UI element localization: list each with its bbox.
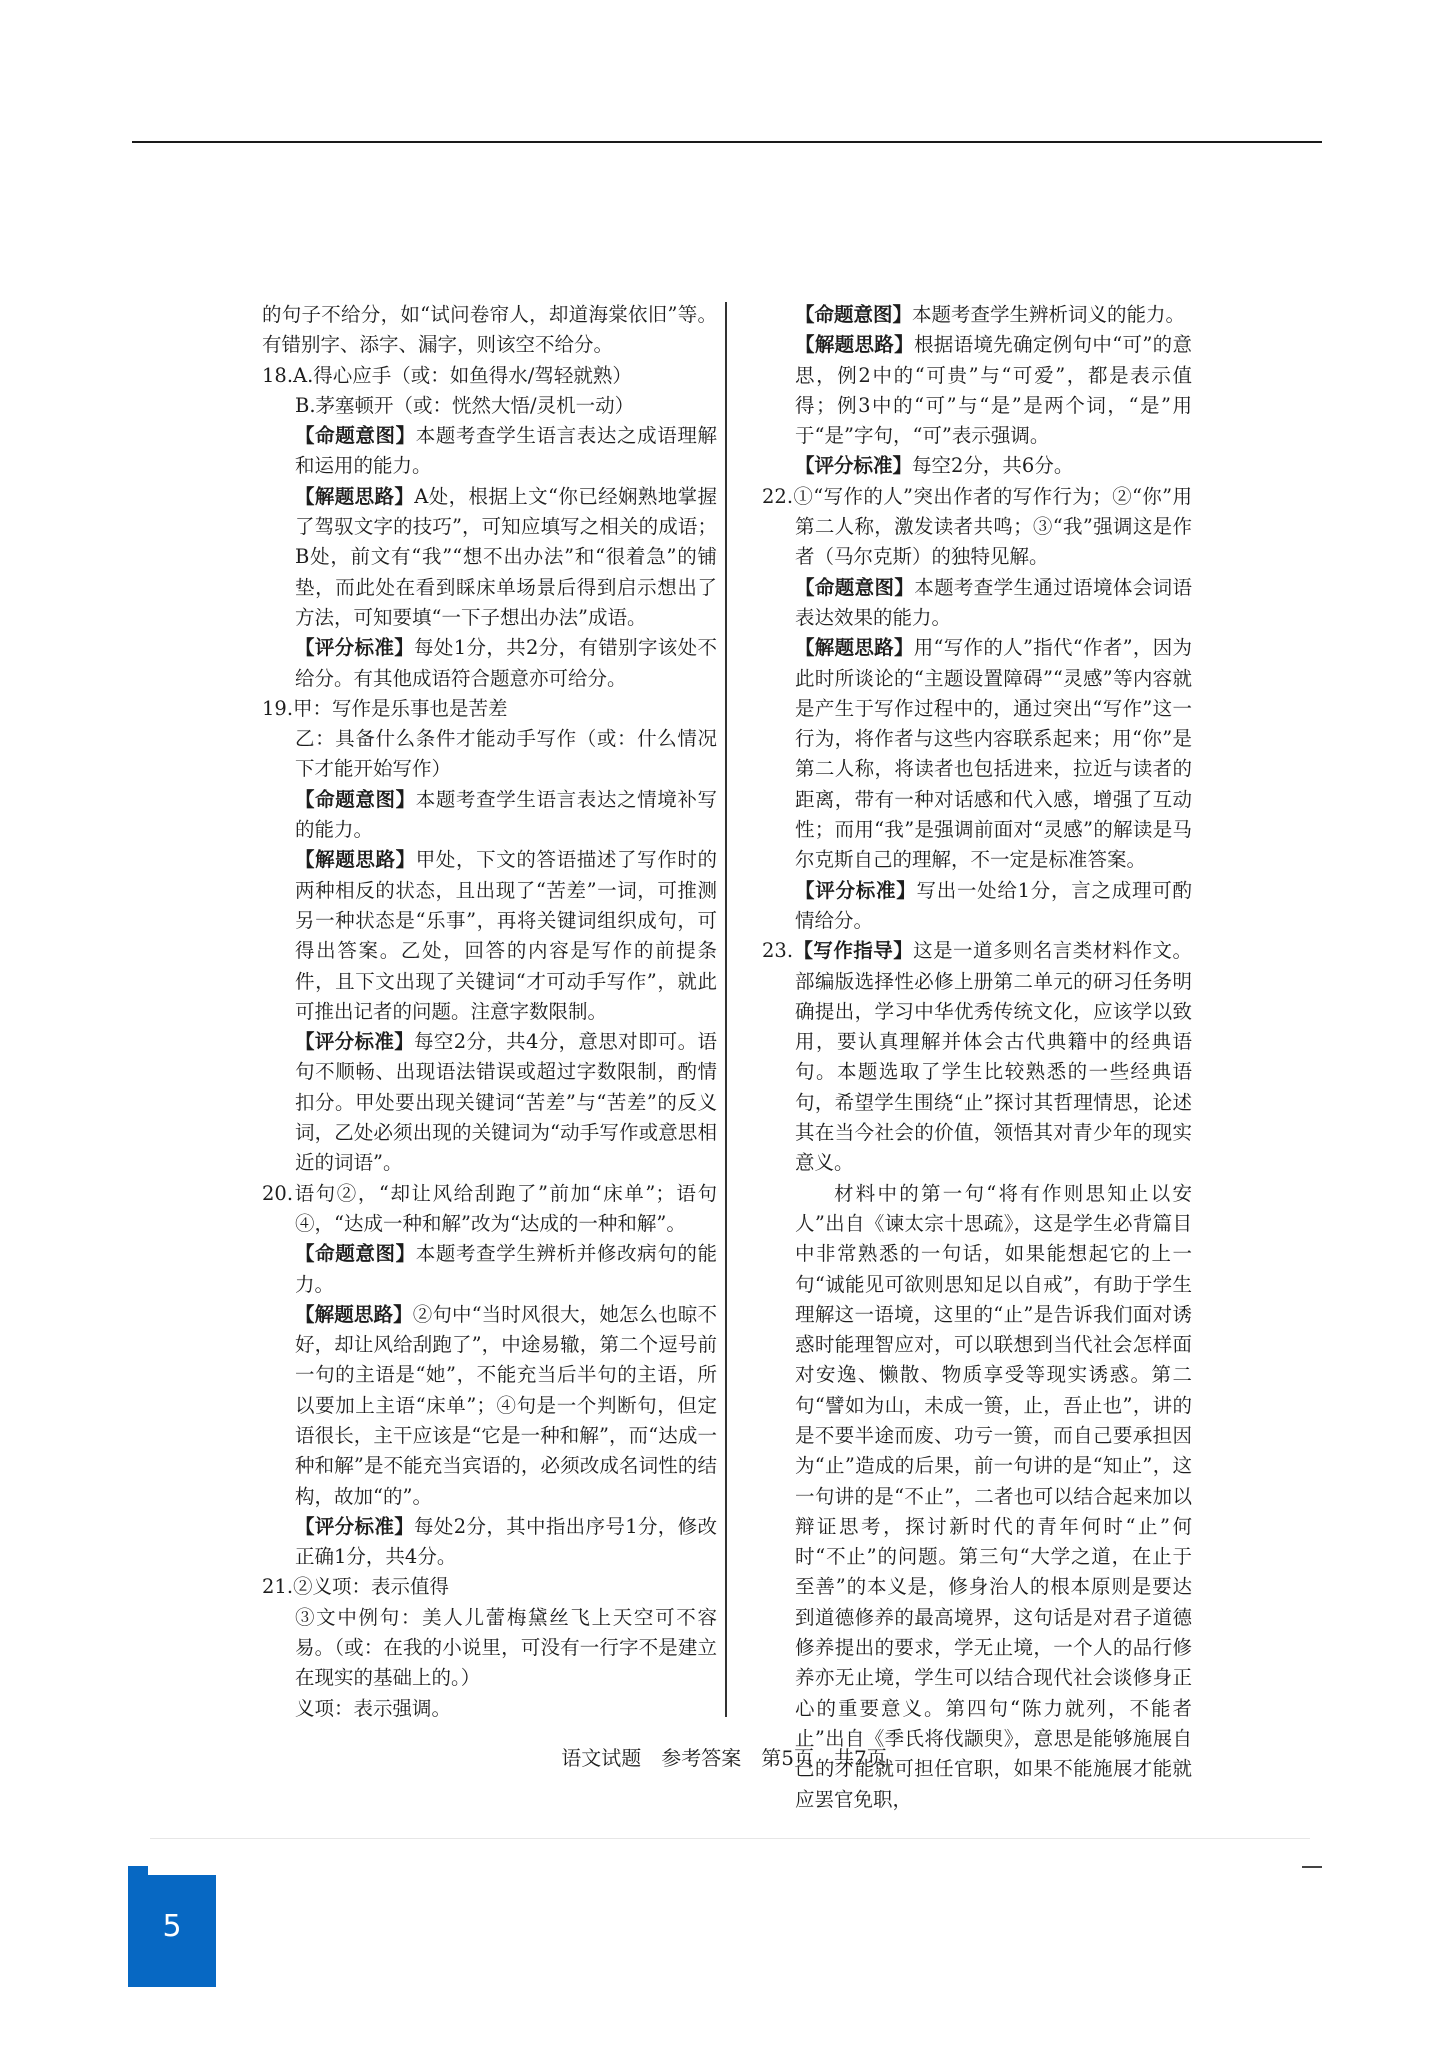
right-column-paragraph bbox=[762, 876, 1192, 937]
left-column-paragraph bbox=[262, 785, 717, 846]
left-column-paragraph bbox=[262, 724, 717, 785]
column-divider bbox=[725, 302, 727, 1717]
section-tag: 【命题意图】 bbox=[295, 1242, 416, 1266]
paragraph-text: 的句子不给分，如“试问卷帘人，却道海棠依旧”等。有错别字、添字、漏字，则该空不给分。 bbox=[262, 303, 717, 357]
section-tag: 【命题意图】 bbox=[795, 575, 915, 599]
section-tag: 【写作指导】 bbox=[793, 939, 914, 963]
left-column-paragraph bbox=[262, 633, 717, 694]
bottom-rule bbox=[150, 1838, 1310, 1839]
right-column-paragraph bbox=[762, 451, 1192, 481]
paragraph-text: 22.①“写作的人”突出作者的写作行为；②“你”用第二人称，激发读者共鸣；③“我”强调这是作者（马尔克斯）的独特见解。 bbox=[762, 484, 1192, 569]
paragraph-text: 每空2分，共4分，意思对即可。语句不顺畅、出现语法错误或超过字数限制，酌情扣分。甲处要出现关键词“苦差”与“苦差”的反义词，乙处必须出现的关键词为“动手写作或意思相近的词语”。 bbox=[295, 1030, 717, 1175]
header-rule bbox=[132, 141, 1322, 143]
paragraph-text: 根据语境先确定例句中“可”的意思，例2中的“可贵”与“可爱”，都是表示值得；例3中的“可”与“是”是两个词，“是”用于“是”字句，“可”表示强调。 bbox=[795, 333, 1192, 448]
paragraph-text: 乙：具备什么条件才能动手写作（或：什么情况下才能开始写作） bbox=[295, 727, 717, 781]
section-tag: 【评分标准】 bbox=[295, 1514, 415, 1538]
left-column-paragraph bbox=[262, 1027, 717, 1178]
paragraph-text: 材料中的第一句“将有作则思知止以安人”出自《谏太宗十思疏》，这是学生必背篇目中非常熟悉的一句话，如果能想起它的上一句“诚能见可欲则思知足以自戒”，有助于学生理解这一语境，这里的“止”是告诉我们面对诱惑时能理智应对，可以联想到当代社会怎样面对安逸、懒散、物质享受等现实诱惑。第二句“譬如为山，未成一篑，止，吾止也”，讲的是不要半途而废、功亏一篑，而自己要承担因为“止”造成的后果，前一句讲的是“知止”，这一句讲的是“不止”，二者也可以结合起来加以辩证思考，探讨新时代的青年何时“止”何时“不止”的问题。第三句“大学之道，在止于至善”的本义是，修身治人的根本原则是要达到道德修养的最高境界，这句话是对君子道德修养提出的要求，学无止境，一个人的品行修养亦无止境，学生可以结合现代社会谈修身正心的重要意义。第四句“陈力就列，不能者止”出自《季氏将伐颛臾》，意思是能够施展自己的才能就可担任官职，如果不能施展才能就应罢官免职， bbox=[795, 1181, 1192, 1811]
paragraph-text: 义项：表示强调。 bbox=[295, 1696, 452, 1720]
right-column-paragraph bbox=[762, 633, 1192, 875]
paragraph-text: 每处1分，共2分，有错别字该处不给分。有其他成语符合题意亦可给分。 bbox=[295, 636, 717, 690]
section-tag: 【命题意图】 bbox=[295, 787, 416, 811]
left-column-paragraph bbox=[262, 361, 717, 391]
paragraph-text: 本题考查学生语言表达之情境补写的能力。 bbox=[295, 787, 717, 842]
left-column-paragraph bbox=[262, 421, 717, 482]
left-column-paragraph bbox=[262, 694, 717, 724]
left-column-paragraph bbox=[262, 300, 717, 361]
page-number: 5 bbox=[162, 1909, 182, 1944]
paragraph-text: 20.语句②，“却让风给刮跑了”前加“床单”；语句④，“达成一种和解”改为“达成的一种和解”。 bbox=[262, 1181, 717, 1235]
paragraph-text: A处，根据上文“你已经娴熟地掌握了驾驭文字的技巧”，可知应填写之相关的成语；B处，前文有“我”“想不出办法”和“很着急”的铺垫，而此处在看到睬床单场景后得到启示想出了方法，可知要填“一下子想出办法”成语。 bbox=[295, 484, 717, 629]
section-tag: 【评分标准】 bbox=[295, 1030, 415, 1054]
paragraph-text: 19.甲：写作是乐事也是苦差 bbox=[262, 696, 508, 720]
left-column-paragraph bbox=[262, 1572, 717, 1602]
section-tag: 【命题意图】 bbox=[795, 303, 913, 326]
paragraph-text: 这是一道多则名言类材料作文。部编版选择性必修上册第二单元的研习任务明确提出，学习中华优秀传统文化，应该学以致用，要认真理解并体会古代典籍中的经典语句。本题选取了学生比较熟悉的一些经典语句，希望学生围绕“止”探讨其哲理情思，论述其在当今社会的价值，领悟其对青少年的现实意义。 bbox=[795, 939, 1192, 1175]
paragraph-text: 每处2分，其中指出序号1分，修改正确1分，共4分。 bbox=[295, 1514, 717, 1569]
section-tag: 【评分标准】 bbox=[295, 636, 415, 660]
paragraph-text: 写出一处给1分，言之成理可酌情给分。 bbox=[795, 878, 1192, 932]
right-column-paragraph bbox=[762, 300, 1192, 330]
paragraph-text: 本题考查学生辨析词义的能力。 bbox=[912, 303, 1186, 326]
left-column-paragraph bbox=[262, 391, 717, 421]
left-column-paragraph bbox=[262, 482, 717, 633]
page-number-badge bbox=[128, 1875, 216, 1987]
paragraph-text: 本题考查学生辨析并修改病句的能力。 bbox=[295, 1242, 717, 1296]
right-column bbox=[762, 300, 1192, 1815]
left-column-paragraph bbox=[262, 1512, 717, 1573]
dash-mark bbox=[1302, 1866, 1322, 1868]
paragraph-text: 本题考查学生语言表达之成语理解和运用的能力。 bbox=[295, 424, 717, 478]
paragraph-text: ②句中“当时风很大，她怎么也晾不好，却让风给刮跑了”，中途易辙，第二个逗号前一句的主语是“她”，不能充当后半句的主语，所以要加上主语“床单”；④句是一个判断句，但定语很长，主干应该是“它是一种和解”，而“达成一种和解”是不能充当宾语的，必须改成名词性的结构，故加“的”。 bbox=[295, 1302, 717, 1508]
paragraph-text: 18.A.得心应手（或：如鱼得水/驾轻就熟） bbox=[262, 363, 632, 387]
left-column-paragraph bbox=[262, 1239, 717, 1300]
section-tag: 【命题意图】 bbox=[295, 424, 416, 448]
section-tag: 【解题思路】 bbox=[295, 1302, 413, 1326]
right-column-paragraph bbox=[762, 936, 1192, 1178]
left-column-paragraph bbox=[262, 1179, 717, 1240]
section-tag: 【解题思路】 bbox=[295, 484, 415, 508]
paragraph-text: 甲处，下文的答语描述了写作时的两种相反的状态，且出现了“苦差”一词，可推测另一种状态是“乐事”，再将关键词组织成句，可得出答案。乙处，回答的内容是写作的前提条件，且下文出现了关键词“才可动手写作”，就此可推出记者的问题。注意字数限制。 bbox=[295, 848, 717, 1023]
left-column bbox=[262, 300, 717, 1724]
left-column-paragraph bbox=[262, 1603, 717, 1694]
paragraph-text: ③文中例句：美人儿蕾梅黛丝飞上天空可不容易。（或：在我的小说里，可没有一行字不是建立在现实的基础上的。） bbox=[295, 1605, 717, 1690]
right-column-paragraph bbox=[762, 330, 1192, 451]
paragraph-text: 本题考查学生通过语境体会词语表达效果的能力。 bbox=[795, 575, 1192, 629]
right-column-paragraph bbox=[762, 482, 1192, 573]
left-column-paragraph bbox=[262, 1694, 717, 1724]
section-tag: 【解题思路】 bbox=[295, 848, 416, 872]
question-number: 23. bbox=[762, 939, 794, 963]
section-tag: 【解题思路】 bbox=[795, 333, 914, 357]
paragraph-text: 每空2分，共6分。 bbox=[912, 454, 1074, 478]
section-tag: 【评分标准】 bbox=[795, 878, 917, 902]
right-column-paragraph bbox=[762, 1179, 1192, 1815]
paragraph-text: B.茅塞顿开（或：恍然大悟/灵机一动） bbox=[295, 393, 635, 417]
left-column-paragraph bbox=[262, 845, 717, 1027]
page-footer: 语文试题 参考答案 第5页 共7页 bbox=[561, 1746, 887, 1770]
section-tag: 【解题思路】 bbox=[795, 636, 914, 660]
paragraph-text: 用“写作的人”指代“作者”，因为此时所谈论的“主题设置障碍”“灵感”等内容就是产生于写作过程中的，通过突出“写作”这一行为，将作者与这些内容联系起来；用“你”是第二人称，将读者也包括进来，拉近与读者的距离，带有一种对话感和代入感，增强了互动性；而用“我”是强调前面对“灵感”的解读是马尔克斯自己的理解，不一定是标准答案。 bbox=[795, 636, 1192, 872]
left-column-paragraph bbox=[262, 1300, 717, 1512]
section-tag: 【评分标准】 bbox=[795, 454, 913, 478]
paragraph-text: 21.②义项：表示值得 bbox=[262, 1575, 450, 1599]
right-column-paragraph bbox=[762, 573, 1192, 634]
